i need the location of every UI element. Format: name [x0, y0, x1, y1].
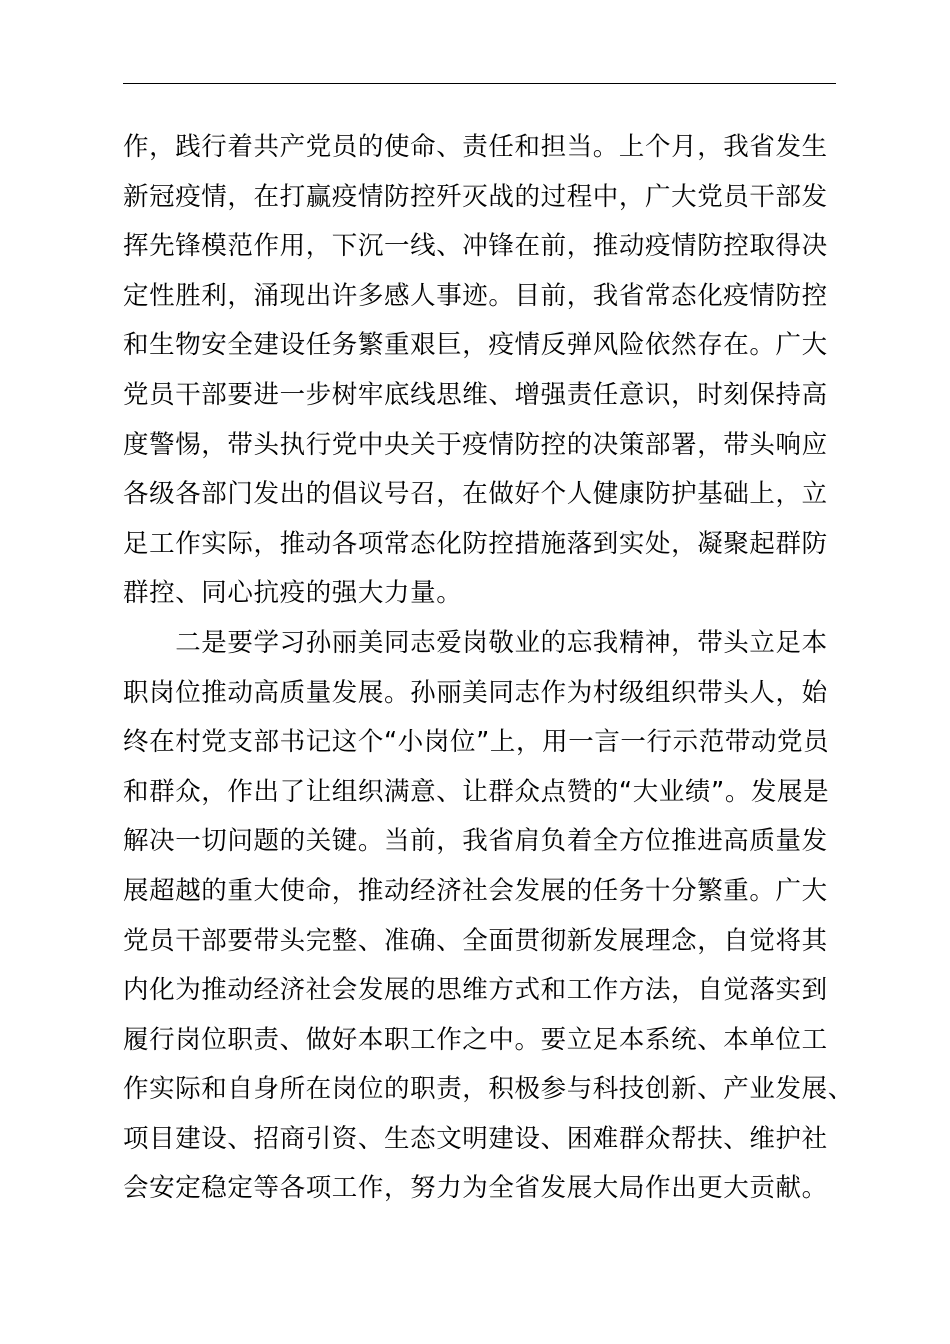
text-line: 新冠疫情，在打赢疫情防控歼灭战的过程中，广大党员干部发: [123, 181, 828, 212]
text-line: 党员干部要进一步树牢底线思维、增强责任意识，时刻保持高: [123, 379, 828, 410]
text-line: 职岗位推动高质量发展。孙丽美同志作为村级组织带头人，始: [123, 677, 828, 708]
body-text: [123, 123, 854, 1214]
text-line: 和生物安全建设任务繁重艰巨，疫情反弹风险依然存在。广大: [123, 330, 828, 361]
text-line: 定性胜利，涌现出许多感人事迹。目前，我省常态化疫情防控: [123, 280, 828, 311]
text-line: 和群众，作出了让组织满意、让群众点赞的“大业绩”。发展是: [123, 776, 830, 807]
text-line: 展超越的重大使命，推动经济社会发展的任务十分繁重。广大: [123, 875, 828, 906]
text-line: 各级各部门发出的倡议号召，在做好个人健康防护基础上，立: [123, 479, 828, 510]
text-line: 作实际和自身所在岗位的职责，积极参与科技创新、产业发展、: [123, 1074, 854, 1105]
paragraph-start-line: 二是要学习孙丽美同志爱岗敬业的忘我精神，带头立足本: [123, 627, 828, 658]
text-line: 群控、同心抗疫的强大力量。: [123, 578, 463, 609]
text-line: 足工作实际，推动各项常态化防控措施落到实处，凝聚起群防: [123, 528, 828, 559]
text-line: 内化为推动经济社会发展的思维方式和工作方法，自觉落实到: [123, 975, 828, 1006]
text-line: 解决一切问题的关键。当前，我省肩负着全方位推进高质量发: [123, 826, 828, 857]
text-line: 履行岗位职责、做好本职工作之中。要立足本系统、本单位工: [123, 1024, 828, 1055]
header-rule: [123, 83, 836, 84]
text-line: 终在村党支部书记这个“小岗位”上，用一言一行示范带动党员: [123, 727, 830, 758]
text-line: 作，践行着共产党员的使命、责任和担当。上个月，我省发生: [123, 132, 828, 162]
text-line: 挥先锋模范作用，下沉一线、冲锋在前，推动疫情防控取得决: [123, 231, 828, 262]
text-line: 度警惕，带头执行党中央关于疫情防控的决策部署，带头响应: [123, 429, 828, 460]
text-line: 党员干部要带头完整、准确、全面贯彻新发展理念，自觉将其: [123, 925, 828, 956]
text-line: 项目建设、招商引资、生态文明建设、困难群众帮扶、维护社: [123, 1123, 828, 1154]
text-line: 会安定稳定等各项工作，努力为全省发展大局作出更大贡献。: [123, 1173, 828, 1204]
